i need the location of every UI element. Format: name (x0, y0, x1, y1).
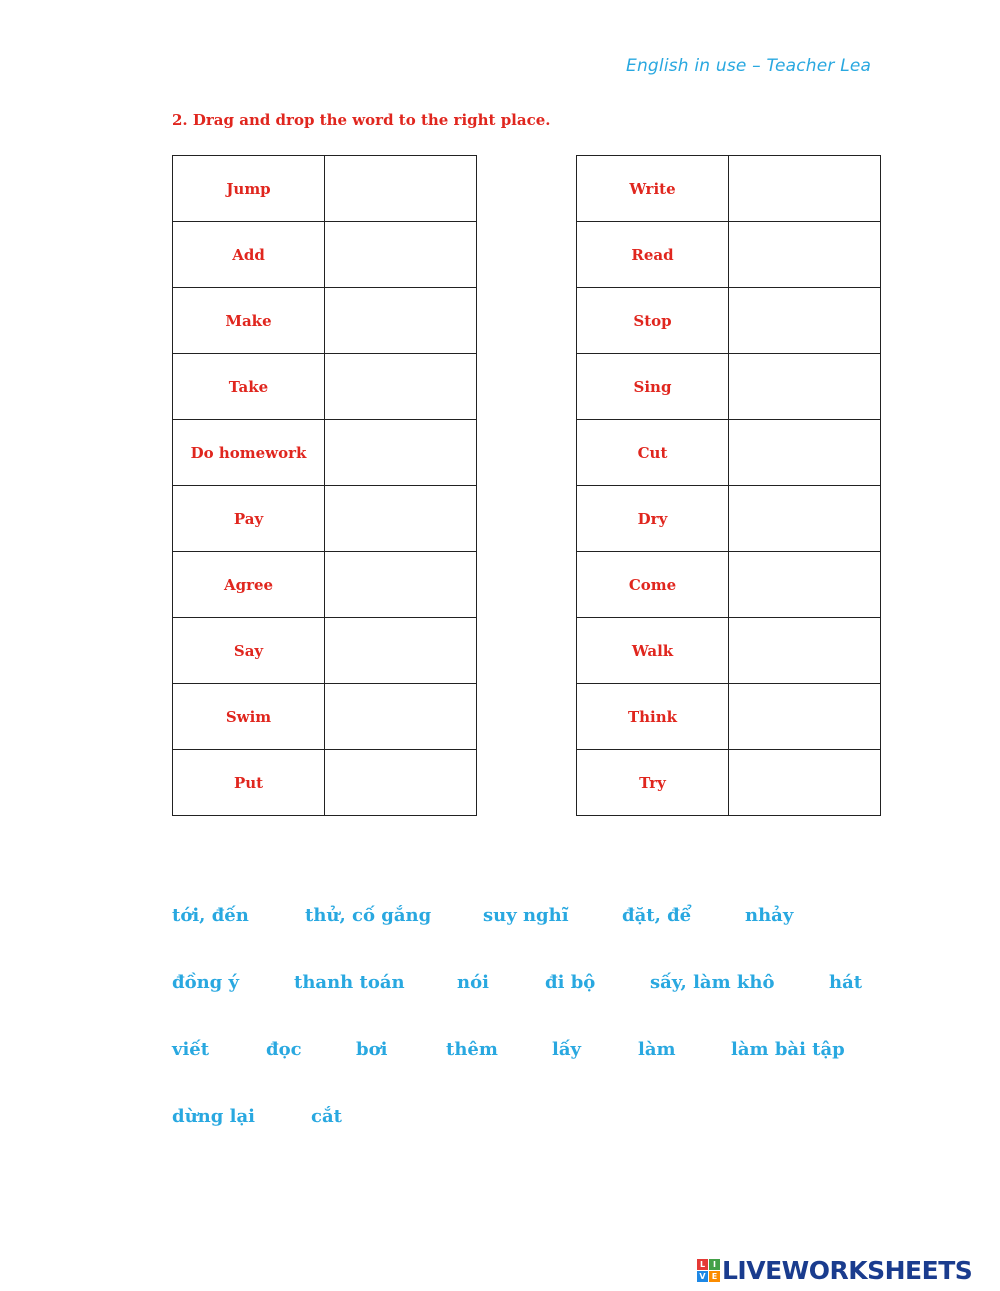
logo-mark-icon (697, 1259, 720, 1282)
drop-target-cell[interactable] (325, 288, 477, 354)
drop-target-cell[interactable] (729, 222, 881, 288)
table-row (173, 552, 477, 618)
english-word-cell: Stop (577, 288, 729, 354)
english-word-cell: Try (577, 750, 729, 816)
english-word-cell: Do homework (173, 420, 325, 486)
english-word-cell: Swim (173, 684, 325, 750)
drop-target-cell[interactable] (325, 750, 477, 816)
logo-mark-tile: I (709, 1259, 720, 1270)
english-word-cell: Sing (577, 354, 729, 420)
draggable-word[interactable]: thanh toán (294, 972, 405, 993)
table-row (577, 486, 881, 552)
liveworksheets-logo (697, 1256, 972, 1285)
drop-target-cell[interactable] (729, 750, 881, 816)
draggable-word[interactable]: nhảy (745, 905, 794, 926)
table-row (173, 420, 477, 486)
instruction-text: 2. Drag and drop the word to the right place. (172, 111, 551, 129)
table-row (577, 684, 881, 750)
matching-table-left (172, 155, 477, 816)
draggable-word[interactable]: sấy, làm khô (650, 972, 775, 993)
english-word-cell: Make (173, 288, 325, 354)
draggable-word[interactable]: đặt, để (622, 905, 692, 926)
table-row (173, 750, 477, 816)
english-word-cell: Jump (173, 156, 325, 222)
draggable-word[interactable]: làm bài tập (731, 1039, 845, 1060)
table-row (577, 552, 881, 618)
table-row (577, 618, 881, 684)
drop-target-cell[interactable] (325, 618, 477, 684)
english-word-cell: Put (173, 750, 325, 816)
word-bank (172, 905, 892, 1173)
draggable-word[interactable]: thêm (446, 1039, 498, 1060)
table-row (173, 684, 477, 750)
drop-target-cell[interactable] (729, 486, 881, 552)
drop-target-cell[interactable] (729, 354, 881, 420)
draggable-word[interactable]: tới, đến (172, 905, 249, 926)
draggable-word[interactable]: nói (457, 972, 489, 993)
draggable-word[interactable]: đồng ý (172, 972, 239, 993)
drop-target-cell[interactable] (729, 156, 881, 222)
draggable-word[interactable]: viết (172, 1039, 210, 1060)
word-bank-row-4 (172, 1106, 892, 1173)
english-word-cell: Write (577, 156, 729, 222)
table-row (577, 354, 881, 420)
english-word-cell: Walk (577, 618, 729, 684)
logo-mark-tile: V (697, 1271, 708, 1282)
logo-mark-tile: L (697, 1259, 708, 1270)
matching-table-right (576, 155, 881, 816)
drop-target-cell[interactable] (729, 684, 881, 750)
table-row (173, 222, 477, 288)
table-row (577, 222, 881, 288)
word-bank-row-2 (172, 972, 892, 1039)
drop-target-cell[interactable] (729, 288, 881, 354)
table-row (577, 420, 881, 486)
english-word-cell: Dry (577, 486, 729, 552)
english-word-cell: Come (577, 552, 729, 618)
header-note: English in use – Teacher Lea (626, 56, 872, 76)
table-row (173, 354, 477, 420)
english-word-cell: Agree (173, 552, 325, 618)
draggable-word[interactable]: làm (638, 1039, 676, 1060)
table-row (173, 288, 477, 354)
draggable-word[interactable]: bơi (356, 1039, 388, 1060)
drop-target-cell[interactable] (325, 222, 477, 288)
drop-target-cell[interactable] (325, 684, 477, 750)
drop-target-cell[interactable] (325, 354, 477, 420)
english-word-cell: Think (577, 684, 729, 750)
word-bank-row-3 (172, 1039, 892, 1106)
english-word-cell: Cut (577, 420, 729, 486)
english-word-cell: Say (173, 618, 325, 684)
draggable-word[interactable]: lấy (552, 1039, 581, 1060)
table-row (577, 750, 881, 816)
draggable-word[interactable]: thử, cố gắng (305, 905, 432, 926)
drop-target-cell[interactable] (729, 552, 881, 618)
word-bank-row-1 (172, 905, 892, 972)
table-row (173, 486, 477, 552)
english-word-cell: Read (577, 222, 729, 288)
logo-text: LIVEWORKSHEETS (722, 1256, 973, 1285)
drop-target-cell[interactable] (729, 618, 881, 684)
logo-mark-tile: E (709, 1271, 720, 1282)
drop-target-cell[interactable] (325, 156, 477, 222)
draggable-word[interactable]: dừng lại (172, 1106, 255, 1127)
draggable-word[interactable]: đi bộ (545, 972, 596, 993)
drop-target-cell[interactable] (325, 552, 477, 618)
drop-target-cell[interactable] (325, 486, 477, 552)
table-row (173, 156, 477, 222)
draggable-word[interactable]: cắt (311, 1106, 342, 1127)
english-word-cell: Take (173, 354, 325, 420)
drop-target-cell[interactable] (325, 420, 477, 486)
table-row (173, 618, 477, 684)
drop-target-cell[interactable] (729, 420, 881, 486)
table-row (577, 156, 881, 222)
english-word-cell: Pay (173, 486, 325, 552)
table-row (577, 288, 881, 354)
draggable-word[interactable]: hát (829, 972, 863, 993)
draggable-word[interactable]: đọc (266, 1039, 302, 1060)
draggable-word[interactable]: suy nghĩ (483, 905, 569, 926)
english-word-cell: Add (173, 222, 325, 288)
